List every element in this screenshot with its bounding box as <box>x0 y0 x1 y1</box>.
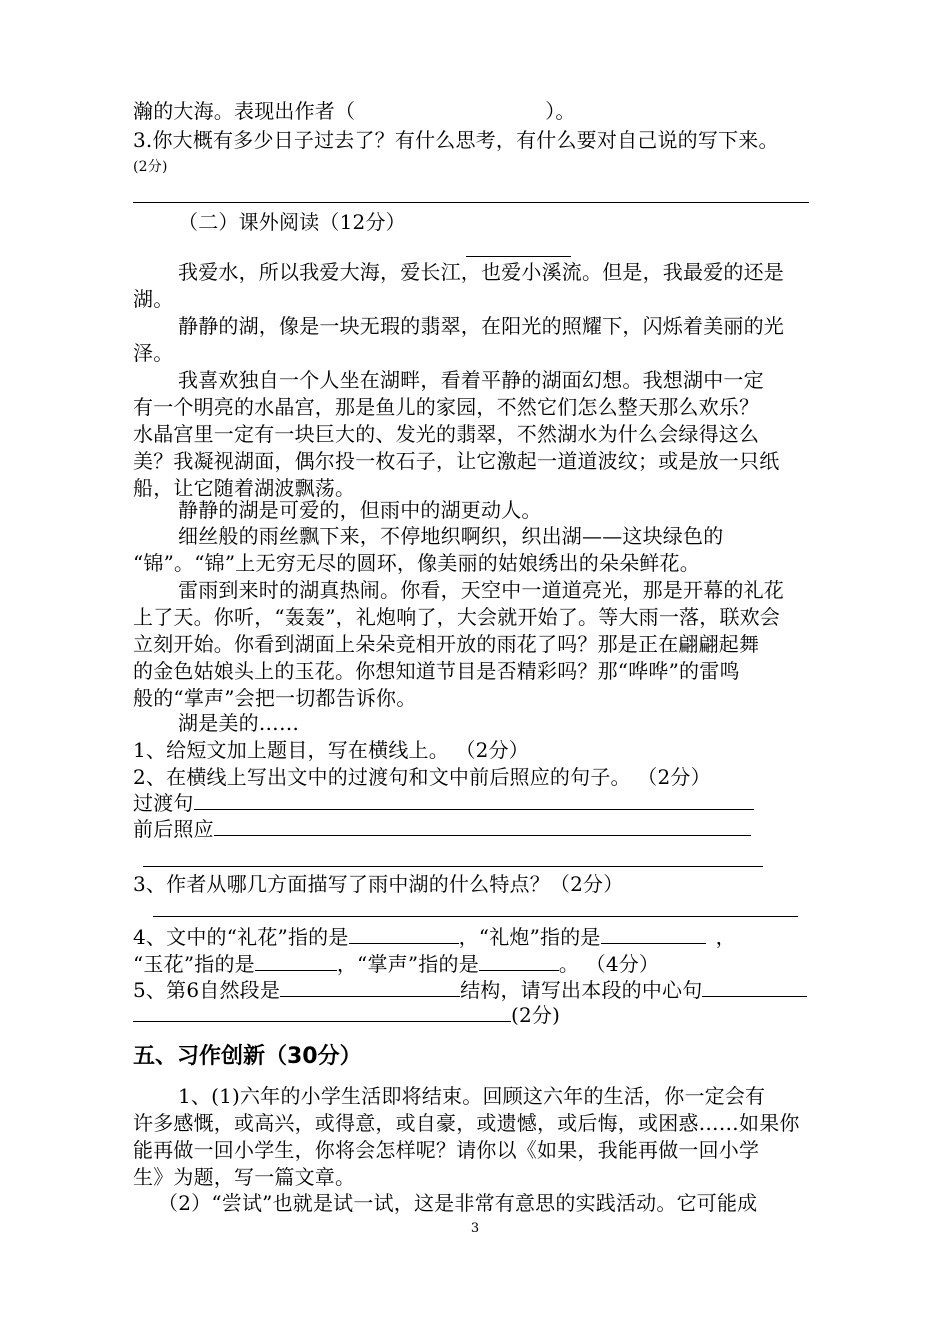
paragraph-line: 静静的湖是可爱的，但雨中的湖更动人。 <box>178 498 542 522</box>
answer-line <box>153 916 798 917</box>
answer-line <box>133 202 809 203</box>
text-segment: ，“掌声”指的是 <box>336 952 479 976</box>
paragraph-line: 细丝般的雨丝飘下来，不停地织啊织，织出湖——这块绿色的 <box>178 524 724 548</box>
text-segment: (2分) <box>511 1003 561 1027</box>
answer-blank[interactable] <box>133 1003 511 1022</box>
answer-blank[interactable] <box>194 791 754 810</box>
score-note: (2分) <box>133 159 168 175</box>
answer-blank[interactable] <box>479 952 559 971</box>
text-segment: ，“礼炮”指的是 <box>458 925 601 949</box>
paragraph-line: 美？我凝视湖面，偶尔投一枚石子，让它激起一道道波纹；或是放一只纸 <box>133 449 780 473</box>
paragraph-line: 上了天。你听，“轰轰”，礼炮响了，大会就开始了。等大雨一落，联欢会 <box>133 605 781 629</box>
page-number: 3 <box>470 1221 480 1236</box>
paragraph-line: 立刻开始。你看到湖面上朵朵竞相开放的雨花了吗？那是正在翩翩起舞 <box>133 632 760 656</box>
text-segment: 5、第6自然段是 <box>133 978 281 1002</box>
text-segment: 瀚的大海。表现出作者（ <box>133 99 356 123</box>
answer-blank[interactable] <box>601 925 706 944</box>
question-3: 3、作者从哪几方面描写了雨中湖的什么特点？（2分） <box>133 872 624 896</box>
paragraph-line: 湖。 <box>133 287 174 311</box>
text-segment: ， <box>715 925 736 949</box>
paragraph-line: 我喜欢独自一个人坐在湖畔，看着平静的湖面幻想。我想湖中一定 <box>178 368 764 392</box>
paragraph-line: 般的“掌声”会把一切都告诉你。 <box>133 686 417 710</box>
writing-prompt-line: 生》为题，写一篇文章。 <box>133 1165 356 1189</box>
text-segment: ）。 <box>545 99 576 123</box>
writing-prompt-line: 能再做一回小学生，你将会怎样呢？请你以《如果，我能再做一回小学 <box>133 1138 760 1162</box>
section-title-reading: （二）课外阅读（12分） <box>178 210 406 234</box>
echo-sentence-row <box>133 816 751 842</box>
answer-blank[interactable] <box>349 925 459 944</box>
answer-blank[interactable] <box>214 817 751 836</box>
question-5-line-2 <box>133 1002 560 1028</box>
writing-prompt-line: 许多感慨，或高兴，或得意，或自豪，或遗憾，或后悔，或困惑……如果你 <box>133 1111 800 1135</box>
question-4-line-2 <box>133 951 659 977</box>
question-5-line-1 <box>133 977 807 1003</box>
top-line-1 <box>133 98 576 124</box>
paragraph-line: 我爱水，所以我爱大海，爱长江，也爱小溪流。但是，我最爱的还是 <box>178 260 784 284</box>
text-segment: 。 （4分） <box>558 952 660 976</box>
text-segment: 过渡句 <box>133 791 194 815</box>
answer-blank[interactable] <box>255 952 337 971</box>
question-2: 2、在横线上写出文中的过渡句和文中前后照应的句子。 （2分） <box>133 765 711 789</box>
text-segment: “玉花”指的是 <box>133 952 255 976</box>
question-3: 3.你大概有多少日子过去了？有什么思考，有什么要对自己说的写下来。 <box>133 128 779 152</box>
title-blank-line <box>466 256 571 257</box>
paragraph-line: 雷雨到来时的湖真热闹。你看，天空中一道道亮光，那是开幕的礼花 <box>178 578 784 602</box>
text-segment: 4、文中的“礼花”指的是 <box>133 925 349 949</box>
question-4-line-1 <box>133 924 736 950</box>
paragraph-line: 湖是美的…… <box>178 711 300 735</box>
paragraph-line: 泽。 <box>133 341 174 365</box>
text-segment: 前后照应 <box>133 817 214 841</box>
paragraph-line: 静静的湖，像是一块无瑕的翡翠，在阳光的照耀下，闪烁着美丽的光 <box>178 314 784 338</box>
question-1: 1、给短文加上题目，写在横线上。 （2分） <box>133 738 530 762</box>
text-segment: 结构，请写出本段的中心句 <box>460 978 703 1002</box>
transition-sentence-row <box>133 790 754 816</box>
paragraph-line: 有一个明亮的水晶宫，那是鱼儿的家园，不然它们怎么整天那么欢乐？ <box>133 395 760 419</box>
paragraph-line: “锦”。“锦”上无穷无尽的圆环，像美丽的姑娘绣出的朵朵鲜花。 <box>133 551 700 575</box>
paragraph-line: 水晶宫里一定有一块巨大的、发光的翡翠，不然湖水为什么会绿得这么 <box>133 422 760 446</box>
writing-prompt-line: （2）“尝试”也就是试一试，这是非常有意思的实践活动。它可能成 <box>158 1191 758 1215</box>
paragraph-line: 船，让它随着湖波飘荡。 <box>133 476 356 500</box>
paragraph-line: 的金色姑娘头上的玉花。你想知道节目是否精彩吗？那“哗哗”的雷鸣 <box>133 659 740 683</box>
answer-line <box>143 866 763 867</box>
section-title-writing: 五、习作创新（30分） <box>133 1044 362 1069</box>
writing-prompt-line: 1、(1)六年的小学生活即将结束。回顾这六年的生活，你一定会有 <box>178 1084 766 1108</box>
answer-blank[interactable] <box>280 978 460 997</box>
answer-blank[interactable] <box>702 978 807 997</box>
